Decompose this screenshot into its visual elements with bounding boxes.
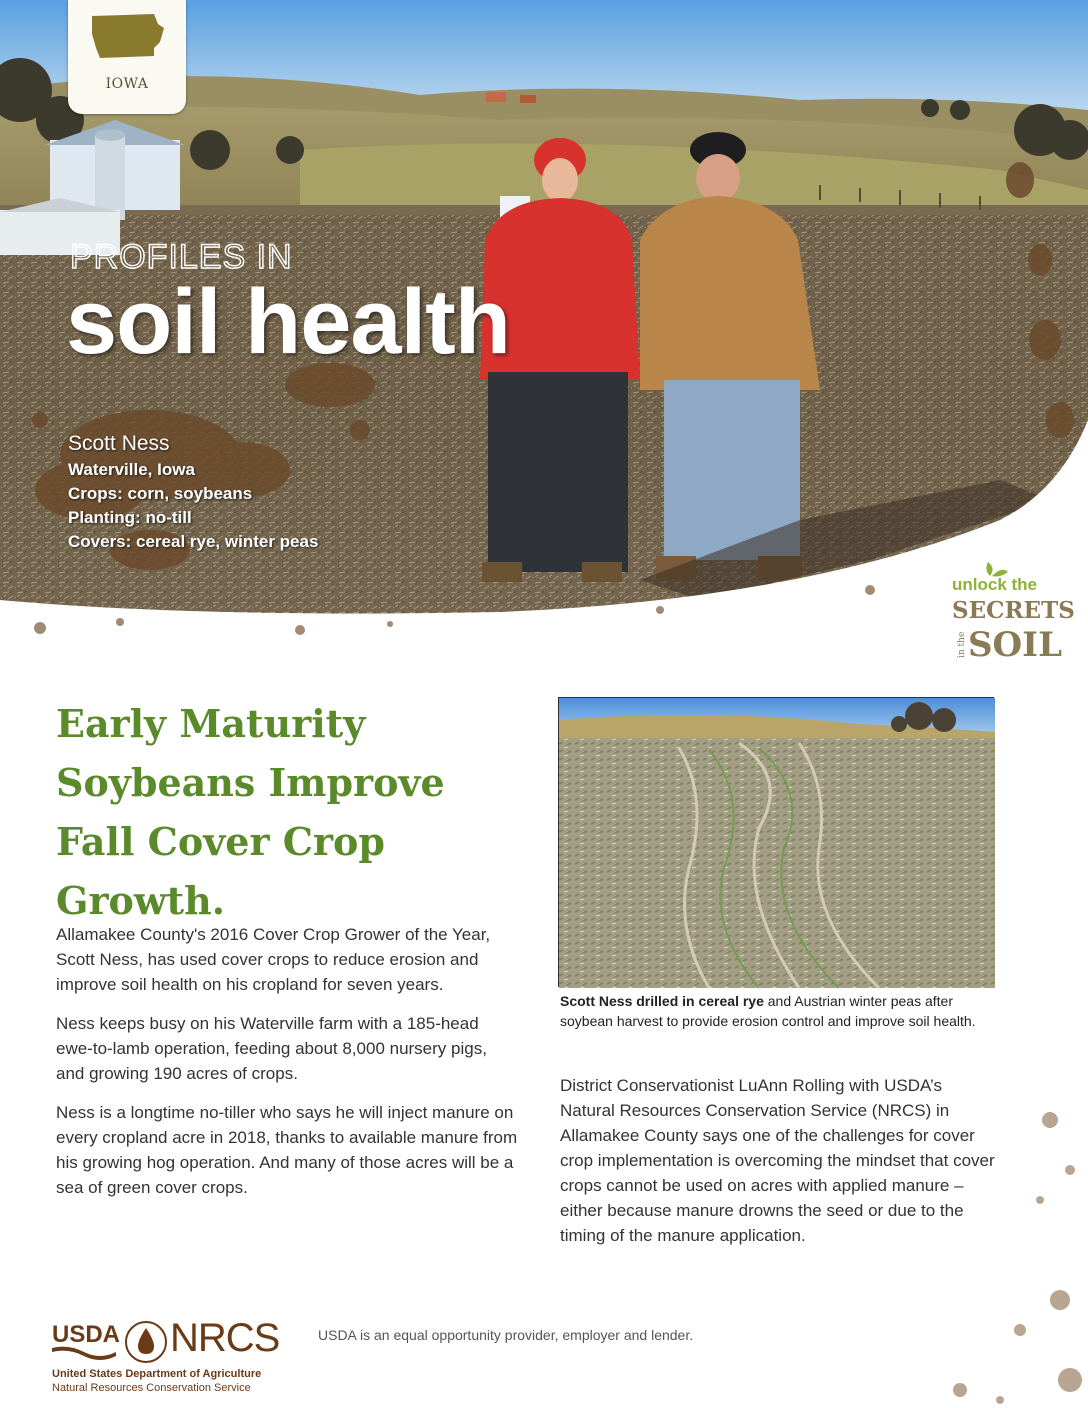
- photo-caption: [560, 991, 1000, 1031]
- headline-line-3: Fall Cover Crop: [56, 819, 385, 864]
- farmer-name: Scott Ness: [68, 432, 170, 455]
- farmer-covers: Covers: cereal rye, winter peas: [68, 532, 319, 551]
- iowa-state-icon: [88, 4, 166, 66]
- headline: [56, 694, 526, 930]
- logo-line-secrets: SECRETS: [952, 597, 1075, 624]
- paragraph: Ness is a longtime no-tiller who says he will inject manure on every cropland acre in 2018, thanks to available manure from his growing hog operation. And many of those acres will be a sea of green cover crops.: [56, 1103, 518, 1197]
- farmer-crops: Crops: corn, soybeans: [68, 484, 253, 503]
- series-title-line1: PROFILES IN: [70, 238, 293, 276]
- logo-line-inthe: in the: [957, 631, 967, 658]
- hero-banner: [0, 0, 1088, 640]
- unlock-secrets-logo: [950, 556, 1075, 666]
- usda-logo: [52, 1318, 121, 1362]
- farmer-profile: [68, 430, 318, 554]
- logo-line-unlock: unlock the: [952, 575, 1038, 594]
- headline-line-4: Growth.: [56, 878, 225, 923]
- mud-splatter-decoration: [900, 1080, 1088, 1408]
- headline-line-1: Early Maturity: [56, 701, 366, 746]
- body-left-column: [56, 922, 518, 1214]
- state-tab: [68, 0, 186, 114]
- nrcs-wordmark: NRCS: [170, 1316, 280, 1360]
- paragraph: Ness keeps busy on his Waterville farm with a 185-head ewe-to-lamb operation, feeding about 8,000 nursery pigs, and growing 190 acres of crops.: [56, 1014, 487, 1083]
- headline-line-2: Soybeans Improve: [56, 760, 445, 805]
- series-title: soil health: [66, 271, 510, 373]
- paragraph: Allamakee County's 2016 Cover Crop Grower of the Year, Scott Ness, has used cover crops to reduce erosion and improve soil health on his cropland for seven years.: [56, 925, 491, 994]
- cover-crop-photo: [558, 697, 994, 987]
- nrcs-full-name: Natural Resources Conservation Service: [52, 1382, 251, 1394]
- caption-text: and Austrian winter peas after soybean harvest to provide erosion control and improve soil health.: [560, 993, 976, 1029]
- usda-full-name: United States Department of Agriculture: [52, 1368, 262, 1380]
- farmer-planting: Planting: no-till: [68, 508, 192, 527]
- paragraph: District Conservationist LuAnn Rolling with USDA’s Natural Resources Conservation Service (NRCS) in Allamakee County says one of the challenges for cover crop implementation is overcoming the mindset that cover crops cannot be used on acres with applied manure – either because manure drowns the seed or due to the timing of the manure application.: [560, 1076, 995, 1245]
- nrcs-drop-icon: [124, 1320, 168, 1364]
- agency-logos: [52, 1316, 292, 1396]
- svg-text:USDA: USDA: [52, 1321, 121, 1348]
- logo-line-soil: SOIL: [968, 625, 1062, 665]
- caption-bold: Scott Ness drilled in cereal rye: [560, 993, 764, 1009]
- state-label: IOWA: [105, 76, 149, 92]
- equal-opportunity-statement: USDA is an equal opportunity provider, employer and lender.: [318, 1327, 694, 1343]
- farmer-location: Waterville, Iowa: [68, 460, 195, 479]
